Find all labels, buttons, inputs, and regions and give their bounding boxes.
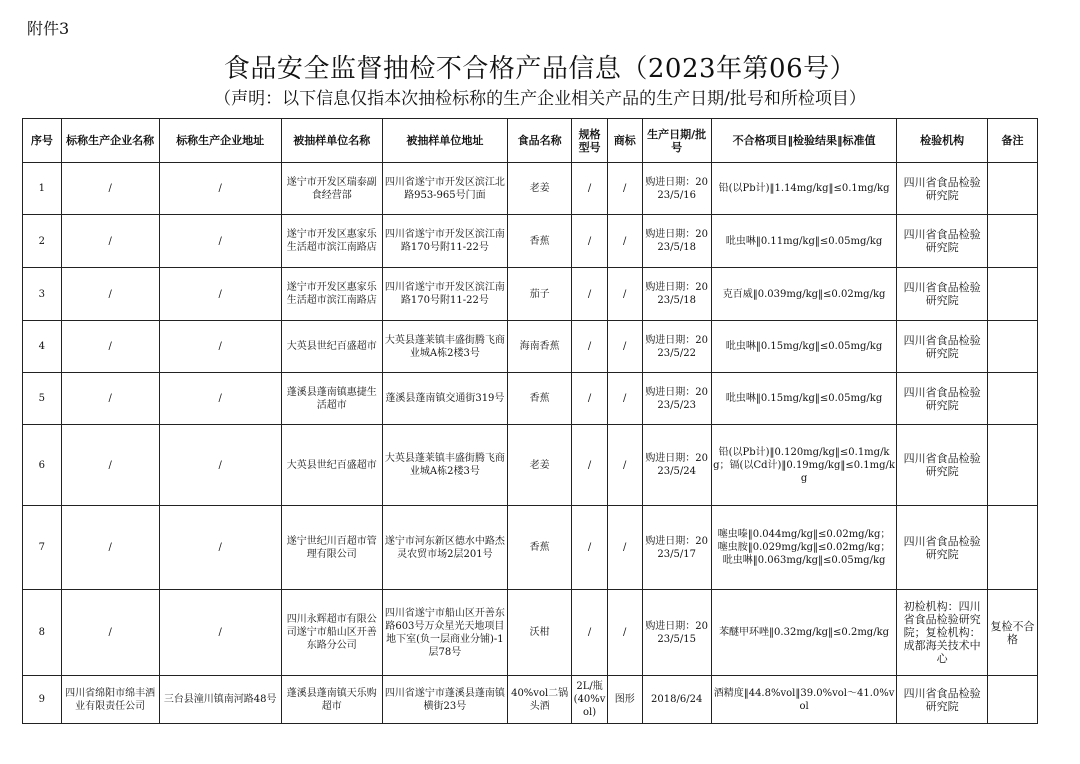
cell-brand: / [607,425,642,506]
cell-spec: 2L/瓶(40%vol) [572,676,608,724]
table-row [23,506,1038,590]
header-cell: 不合格项目‖检验结果‖标准值 [711,119,896,163]
inspection-table [22,118,1038,724]
cell-unit-addr: 遂宁市河东新区德水中路杰灵农贸市场2层201号 [382,506,507,590]
cell-mfr-addr: / [159,373,281,425]
cell-mfr-addr: / [159,268,281,321]
cell-unit-addr: 四川省遂宁市船山区开善东路603号万众星光天地项目地下室(负一层商业分铺)-1层78号 [382,590,507,676]
cell-spec: / [572,321,608,373]
cell-brand: 图形 [607,676,642,724]
cell-date: 2018/6/24 [642,676,711,724]
cell-mfr-addr: / [159,163,281,215]
cell-food: 沃柑 [508,590,572,676]
cell-note [987,215,1037,268]
cell-mfr-addr: 三台县潼川镇南河路48号 [159,676,281,724]
cell-result: 噻虫嗪‖0.044mg/kg‖≤0.02mg/kg；噻虫胺‖0.029mg/kg‖≤0.02mg/kg；吡虫啉‖0.063mg/kg‖≤0.05mg/kg [711,506,896,590]
cell-note [987,506,1037,590]
cell-no: 3 [23,268,62,321]
cell-no: 1 [23,163,62,215]
cell-result: 吡虫啉‖0.15mg/kg‖≤0.05mg/kg [711,321,896,373]
cell-date: 购进日期：2023/5/22 [642,321,711,373]
cell-unit: 蓬溪县蓬南镇惠捷生活超市 [281,373,382,425]
cell-lab: 四川省食品检验研究院 [897,373,988,425]
cell-brand: / [607,373,642,425]
cell-brand: / [607,268,642,321]
cell-no: 7 [23,506,62,590]
cell-note [987,163,1037,215]
cell-food: 老姜 [508,425,572,506]
cell-result: 苯醚甲环唑‖0.32mg/kg‖≤0.2mg/kg [711,590,896,676]
header-cell: 食品名称 [508,119,572,163]
cell-mfr-addr: / [159,215,281,268]
table-row [23,321,1038,373]
cell-mfr: / [61,590,159,676]
cell-unit-addr: 大英县蓬莱镇丰盛街腾飞商业城A栋2楼3号 [382,321,507,373]
cell-unit: 大英县世纪百盛超市 [281,321,382,373]
cell-brand: / [607,590,642,676]
header-cell: 标称生产企业地址 [159,119,281,163]
table-row [23,590,1038,676]
cell-food: 香蕉 [508,373,572,425]
cell-lab: 四川省食品检验研究院 [897,676,988,724]
header-cell: 生产日期/批号 [642,119,711,163]
header-cell: 序号 [23,119,62,163]
cell-brand: / [607,163,642,215]
cell-mfr: / [61,215,159,268]
cell-lab: 四川省食品检验研究院 [897,215,988,268]
cell-mfr: / [61,425,159,506]
cell-no: 8 [23,590,62,676]
cell-mfr-addr: / [159,321,281,373]
cell-food: 海南香蕉 [508,321,572,373]
cell-spec: / [572,268,608,321]
cell-date: 购进日期：2023/5/15 [642,590,711,676]
cell-unit-addr: 四川省遂宁市蓬溪县蓬南镇横街23号 [382,676,507,724]
cell-unit: 遂宁世纪川百超市管理有限公司 [281,506,382,590]
cell-unit: 四川永辉超市有限公司遂宁市船山区开善东路分公司 [281,590,382,676]
cell-note [987,676,1037,724]
header-cell: 标称生产企业名称 [61,119,159,163]
cell-date: 购进日期：2023/5/18 [642,268,711,321]
cell-date: 购进日期：2023/5/23 [642,373,711,425]
cell-mfr-addr: / [159,425,281,506]
cell-unit-addr: 蓬溪县蓬南镇交通街319号 [382,373,507,425]
cell-spec: / [572,373,608,425]
cell-result: 吡虫啉‖0.15mg/kg‖≤0.05mg/kg [711,373,896,425]
cell-mfr: / [61,163,159,215]
cell-note: 复检不合格 [987,590,1037,676]
cell-note [987,321,1037,373]
table-row [23,373,1038,425]
header-cell: 商标 [607,119,642,163]
cell-food: 香蕉 [508,215,572,268]
cell-result: 吡虫啉‖0.11mg/kg‖≤0.05mg/kg [711,215,896,268]
cell-brand: / [607,506,642,590]
cell-food: 40%vol二锅头酒 [508,676,572,724]
cell-spec: / [572,163,608,215]
table-row [23,425,1038,506]
cell-unit-addr: 大英县蓬莱镇丰盛街腾飞商业城A栋2楼3号 [382,425,507,506]
cell-mfr: / [61,321,159,373]
cell-result: 酒精度‖44.8%vol‖39.0%vol～41.0%vol [711,676,896,724]
cell-lab: 四川省食品检验研究院 [897,425,988,506]
cell-unit-addr: 四川省遂宁市开发区滨江北路953-965号门面 [382,163,507,215]
cell-no: 2 [23,215,62,268]
cell-date: 购进日期：2023/5/16 [642,163,711,215]
cell-result: 铅(以Pb计)‖1.14mg/kg‖≤0.1mg/kg [711,163,896,215]
header-cell: 检验机构 [897,119,988,163]
cell-food: 茄子 [508,268,572,321]
cell-food: 老姜 [508,163,572,215]
cell-mfr: / [61,373,159,425]
header-cell: 被抽样单位名称 [281,119,382,163]
table-row [23,163,1038,215]
cell-date: 购进日期：2023/5/17 [642,506,711,590]
cell-no: 9 [23,676,62,724]
table-header-row [23,119,1038,163]
cell-no: 4 [23,321,62,373]
cell-no: 5 [23,373,62,425]
attachment-label: 附件3 [27,19,70,38]
cell-result: 克百威‖0.039mg/kg‖≤0.02mg/kg [711,268,896,321]
cell-date: 购进日期：2023/5/18 [642,215,711,268]
cell-mfr-addr: / [159,506,281,590]
cell-result: 铅(以Pb计)‖0.120mg/kg‖≤0.1mg/kg；镉(以Cd计)‖0.19mg/kg‖≤0.1mg/kg [711,425,896,506]
cell-unit: 遂宁市开发区惠家乐生活超市滨江南路店 [281,215,382,268]
table-row [23,215,1038,268]
cell-note [987,268,1037,321]
cell-unit: 遂宁市开发区惠家乐生活超市滨江南路店 [281,268,382,321]
cell-mfr-addr: / [159,590,281,676]
header-cell: 备注 [987,119,1037,163]
cell-spec: / [572,215,608,268]
cell-unit: 蓬溪县蓬南镇天乐购超市 [281,676,382,724]
cell-food: 香蕉 [508,506,572,590]
cell-mfr: 四川省绵阳市绵丰酒业有限责任公司 [61,676,159,724]
cell-unit: 大英县世纪百盛超市 [281,425,382,506]
page-subtitle: （声明：以下信息仅指本次抽检标称的生产企业相关产品的生产日期/批号和所检项目） [214,89,866,109]
cell-unit-addr: 四川省遂宁市开发区滨江南路170号附11-22号 [382,215,507,268]
cell-lab: 四川省食品检验研究院 [897,268,988,321]
table-row [23,268,1038,321]
cell-spec: / [572,506,608,590]
page-title: 食品安全监督抽检不合格产品信息（2023年第06号） [223,54,857,84]
header-cell: 规格型号 [572,119,608,163]
cell-mfr: / [61,268,159,321]
cell-note [987,373,1037,425]
cell-no: 6 [23,425,62,506]
cell-unit: 遂宁市开发区瑞泰副食经营部 [281,163,382,215]
cell-lab: 初检机构：四川省食品检验研究院；复检机构：成都海关技术中心 [897,590,988,676]
table-row [23,676,1038,724]
cell-mfr: / [61,506,159,590]
cell-brand: / [607,321,642,373]
cell-spec: / [572,425,608,506]
cell-lab: 四川省食品检验研究院 [897,163,988,215]
cell-unit-addr: 四川省遂宁市开发区滨江南路170号附11-22号 [382,268,507,321]
header-cell: 被抽样单位地址 [382,119,507,163]
cell-brand: / [607,215,642,268]
cell-note [987,425,1037,506]
cell-lab: 四川省食品检验研究院 [897,321,988,373]
cell-date: 购进日期：2023/5/24 [642,425,711,506]
cell-spec: / [572,590,608,676]
cell-lab: 四川省食品检验研究院 [897,506,988,590]
